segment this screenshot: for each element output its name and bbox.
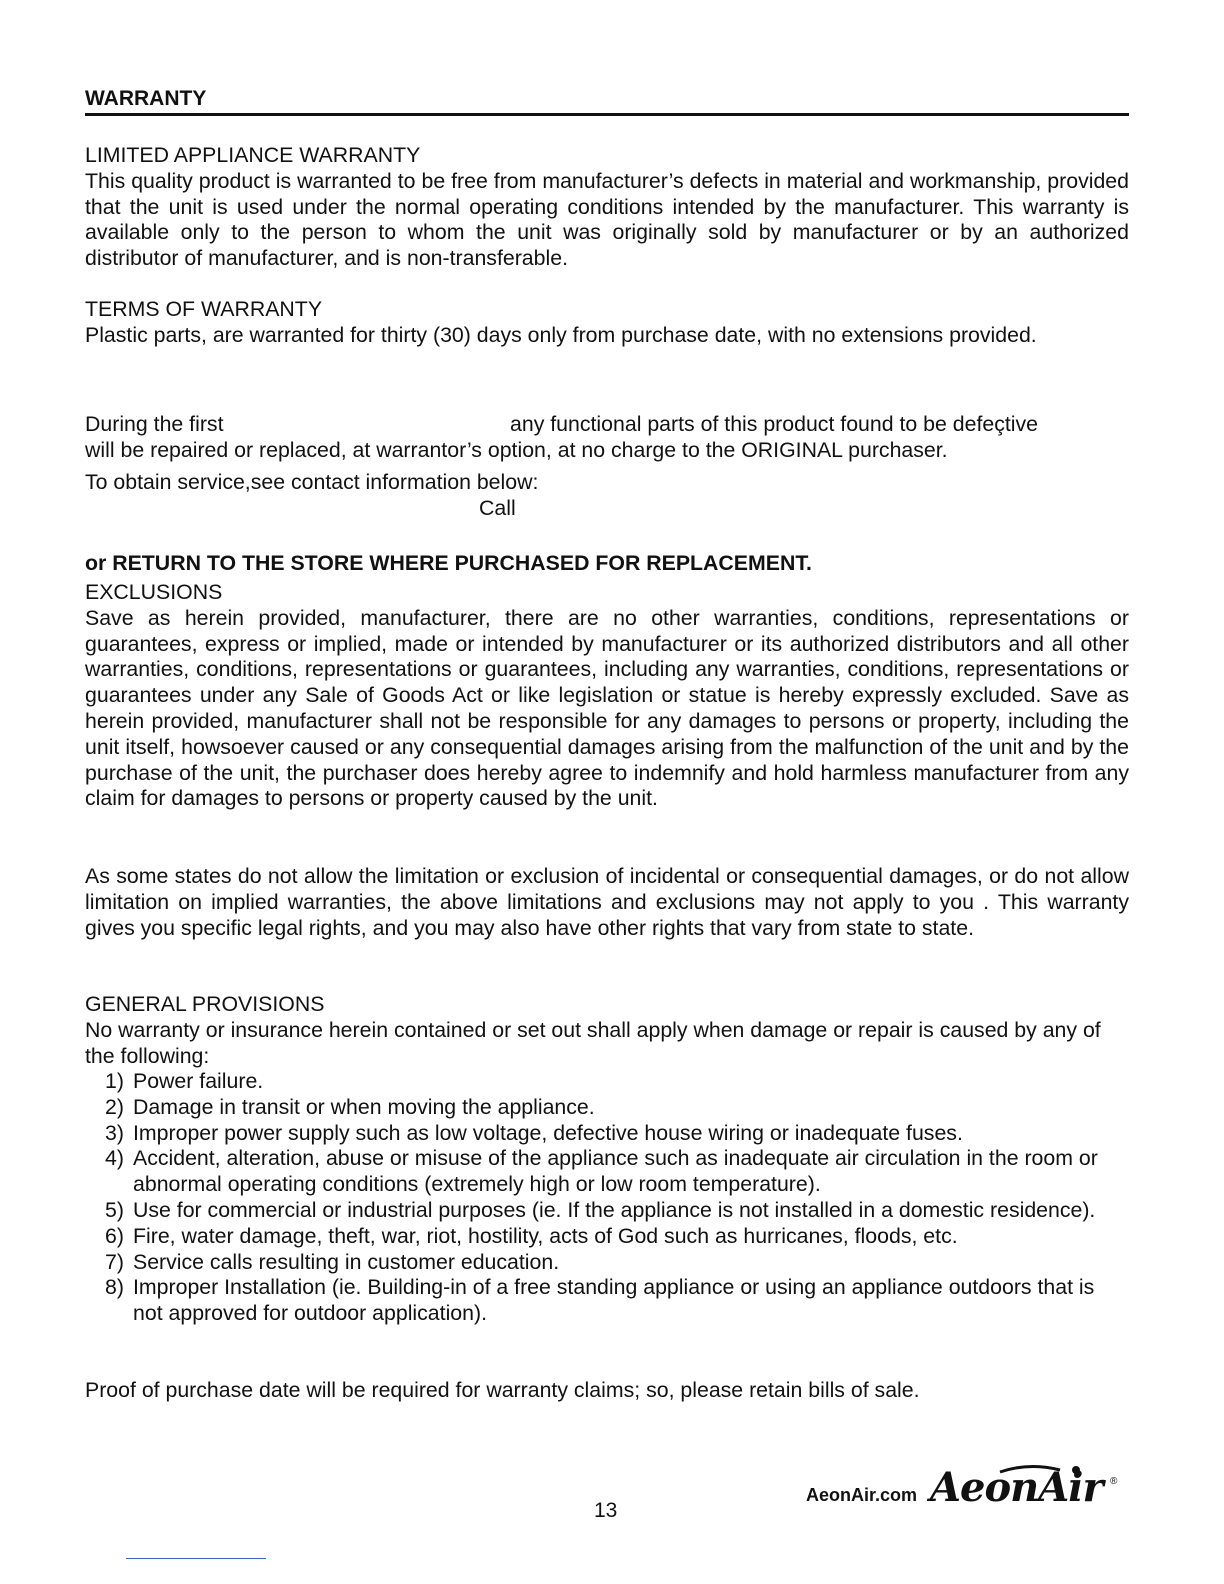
- exclusions-body: Save as herein provided, manufacturer, there are no other warranties, conditions, representations or guarantees, express or implied, made or intended by manufacturer or its authorized distributors and all other warranties, conditions, representations or guarantees, including any warranties, conditions, representations or guarantees under any Sale of Goods Act or like legislation or statue is hereby expressly excluded. Save as herein provided, manufacturer shall not be responsible for any damages to persons or property, including the unit itself, howsoever caused or any consequential damages arising from the malfunction of the unit and by the purchase of the unit, the purchaser does hereby agree to indemnify and hold harmless manufacturer from any claim for damages to persons or property caused by the unit.: [85, 605, 1129, 811]
- link-underline: [126, 1558, 266, 1559]
- brand-logo: [930, 1460, 1103, 1512]
- title-underline: [85, 113, 1129, 116]
- terms-heading: TERMS OF WARRANTY: [85, 297, 323, 321]
- list-item: 6) Fire, water damage, theft, war, riot, hostility, acts of God such as hurricanes, floods, etc.: [105, 1223, 958, 1248]
- general-provisions-intro: No warranty or insurance herein contained or set out shall apply when damage or repair is caused by any of the following:: [85, 1017, 1101, 1068]
- service-text: To obtain service,see contact information below:: [85, 470, 539, 494]
- limited-warranty-section: [85, 143, 1129, 272]
- return-notice: or RETURN TO THE STORE WHERE PURCHASED FOR REPLACEMENT.: [85, 551, 812, 575]
- limited-warranty-body: This quality product is warranted to be free from manufacturer’s defects in material and workmanship, provided that the unit is used under the normal operating conditions intended by the manufacturer. This warranty is available only to the person to whom the unit was originally sold by manufacturer or by an authorized distributor of manufacturer, and is non-transferable.: [85, 168, 1129, 271]
- limited-warranty-heading: LIMITED APPLIANCE WARRANTY: [85, 143, 421, 167]
- warranty-page: [85, 0, 1129, 1584]
- during-rest: any functional parts of this product found to be defeçtive: [510, 412, 1039, 436]
- list-item: 1) Power failure.: [105, 1069, 264, 1093]
- list-item: 4) Accident, alteration, abuse or misuse of the appliance such as inadequate air circulation in the room or abnormal operating conditions (extremely high or low room temperature).: [105, 1146, 1098, 1197]
- during-start: During the first: [85, 412, 224, 436]
- logo-text: AeonAir: [930, 1464, 1103, 1511]
- registered-mark: ®: [1110, 1476, 1118, 1487]
- brand-url: AeonAir.com: [806, 1485, 918, 1505]
- states-paragraph: As some states do not allow the limitation or exclusion of incidental or consequential damages, or do not allow limitation on implied warranties, the above limitations and exclusions may not apply to you . This warranty gives you specific legal rights, and you may also have other rights that vary from state to state.: [85, 864, 1129, 940]
- provisions-list: [105, 1069, 1129, 1327]
- page-number: 13: [594, 1499, 618, 1522]
- exclusions-section: [85, 580, 1129, 812]
- list-item: 3) Improper power supply such as low voltage, defective house wiring or inadequate fuses.: [105, 1120, 963, 1145]
- page-title: WARRANTY: [85, 87, 207, 110]
- general-provisions-heading: GENERAL PROVISIONS: [85, 992, 325, 1016]
- during-paragraph: [85, 412, 1129, 464]
- list-item: 2) Damage in transit or when moving the appliance.: [105, 1094, 595, 1119]
- service-info: [85, 470, 1129, 522]
- general-provisions-section: [85, 992, 1129, 1069]
- list-item: 5) Use for commercial or industrial purposes (ie. If the appliance is not installed in a domestic residence).: [105, 1197, 1096, 1222]
- call-text: Call: [479, 495, 516, 520]
- list-item: 8) Improper Installation (ie. Building-in of a free standing appliance or using an appliance outdoors that is not approved for outdoor application).: [105, 1275, 1095, 1326]
- terms-body: Plastic parts, are warranted for thirty (30) days only from purchase date, with no extensions provided.: [85, 322, 1037, 347]
- proof-of-purchase: Proof of purchase date will be required for warranty claims; so, please retain bills of sale.: [85, 1378, 920, 1402]
- during-line2: will be repaired or replaced, at warrantor’s option, at no charge to the ORIGINAL purchaser.: [85, 437, 948, 462]
- exclusions-heading: EXCLUSIONS: [85, 580, 223, 604]
- terms-section: [85, 297, 1129, 349]
- list-item: 7) Service calls resulting in customer education.: [105, 1249, 560, 1274]
